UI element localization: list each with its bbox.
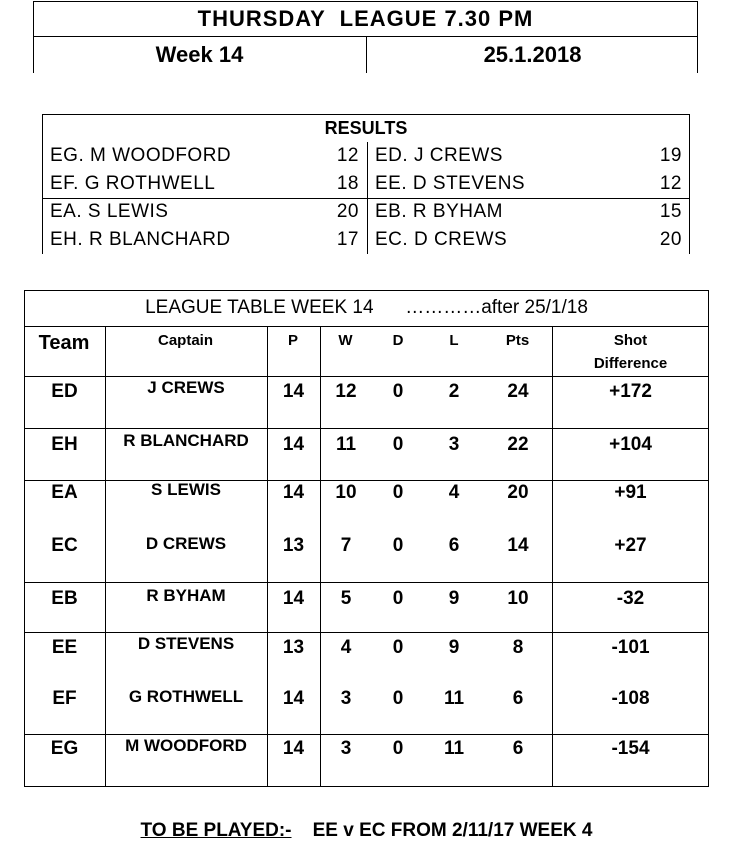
result-away-team: EE. D STEVENS [375, 173, 526, 194]
cell-d: 0 [392, 588, 404, 609]
cell-diff: -154 [611, 738, 650, 759]
result-home [42, 226, 367, 254]
cell-l: 3 [448, 434, 460, 455]
cell-p: 13 [282, 637, 305, 658]
result-away-team: EC. D CREWS [375, 229, 508, 250]
result-home-score: 17 [336, 229, 359, 250]
cell-d: 0 [392, 535, 404, 556]
cell-w: 11 [335, 434, 357, 455]
cell-captain: R BYHAM [146, 586, 226, 605]
cell-captain: D STEVENS [137, 634, 235, 653]
cell-diff: +172 [609, 381, 652, 402]
result-away-team: EB. R BYHAM [375, 201, 503, 222]
results-title: RESULTS [324, 118, 408, 138]
results-box [42, 114, 690, 254]
result-home-score: 18 [336, 173, 359, 194]
cell-captain: R BLANCHARD [123, 431, 249, 450]
cell-l: 6 [448, 535, 460, 556]
col-header-captain: Captain [157, 332, 213, 349]
to-be-played-label: TO BE PLAYED:- [140, 820, 292, 841]
result-away-team: ED. J CREWS [375, 145, 503, 166]
cell-team: EE [51, 637, 78, 658]
result-away-score: 15 [659, 201, 682, 222]
cell-p: 14 [282, 588, 305, 609]
cell-p: 13 [282, 535, 305, 556]
cell-pts: 14 [507, 535, 529, 556]
cell-l: 4 [448, 482, 460, 503]
header-box [33, 1, 698, 73]
result-away-score: 12 [659, 173, 682, 194]
result-home [42, 142, 367, 170]
result-home-score: 20 [336, 201, 359, 222]
col-header-l: L [449, 332, 459, 349]
cell-d: 0 [392, 738, 404, 759]
col-header-difference: Difference [593, 355, 668, 372]
cell-w: 4 [340, 637, 352, 658]
cell-diff: +27 [614, 535, 647, 556]
cell-diff: +91 [614, 482, 647, 503]
cell-team: EG [50, 738, 79, 759]
cell-diff: -108 [611, 688, 650, 709]
cell-l: 11 [443, 738, 465, 759]
cell-d: 0 [392, 688, 404, 709]
cell-pts: 8 [512, 637, 524, 658]
cell-captain: G ROTHWELL [128, 687, 244, 706]
result-home [42, 170, 367, 198]
cell-pts: 6 [512, 738, 524, 759]
cell-d: 0 [392, 482, 404, 503]
cell-l: 9 [448, 588, 460, 609]
cell-d: 0 [392, 434, 404, 455]
cell-d: 0 [392, 637, 404, 658]
cell-p: 14 [282, 688, 305, 709]
cell-pts: 20 [507, 482, 529, 503]
week-label: Week 14 [155, 42, 244, 67]
cell-pts: 22 [507, 434, 529, 455]
league-title: THURSDAY LEAGUE 7.30 PM [197, 6, 534, 31]
result-away-score: 20 [659, 229, 682, 250]
result-away [367, 170, 690, 198]
result-home-score: 12 [336, 145, 359, 166]
cell-team: EF [52, 688, 77, 709]
col-header-w: W [338, 332, 353, 349]
cell-l: 9 [448, 637, 460, 658]
cell-pts: 6 [512, 688, 524, 709]
result-home-team: EH. R BLANCHARD [50, 229, 231, 250]
cell-diff: -101 [611, 637, 650, 658]
cell-team: EH [51, 434, 78, 455]
cell-d: 0 [392, 381, 404, 402]
result-away [367, 226, 690, 254]
cell-w: 7 [340, 535, 352, 556]
cell-team: EC [51, 535, 78, 556]
to-be-played-text: EE v EC FROM 2/11/17 WEEK 4 [291, 820, 593, 841]
cell-w: 10 [335, 482, 357, 503]
cell-diff: -32 [616, 588, 645, 609]
cell-p: 14 [282, 434, 305, 455]
cell-team: EB [51, 588, 78, 609]
cell-l: 2 [448, 381, 460, 402]
cell-w: 3 [340, 688, 352, 709]
result-home-team: EF. G ROTHWELL [50, 173, 216, 194]
cell-captain: M WOODFORD [125, 736, 247, 755]
cell-team: EA [51, 482, 78, 503]
to-be-played-note [0, 820, 733, 842]
cell-p: 14 [282, 482, 305, 503]
col-header-p: P [287, 332, 298, 349]
cell-w: 3 [340, 738, 352, 759]
cell-p: 14 [282, 738, 305, 759]
cell-team: ED [51, 381, 78, 402]
result-home [42, 198, 367, 226]
cell-captain: S LEWIS [151, 480, 221, 499]
date-label: 25.1.2018 [483, 42, 582, 67]
cell-captain: D CREWS [145, 534, 227, 553]
col-header-shot: Shot [613, 332, 648, 349]
col-header-d: D [392, 332, 404, 349]
league-table-title: LEAGUE TABLE WEEK 14 …………after 25/1/18 [145, 297, 588, 318]
cell-pts: 10 [507, 588, 529, 609]
result-home-team: EA. S LEWIS [50, 201, 169, 222]
cell-l: 11 [443, 688, 465, 709]
col-header-team: Team [38, 332, 90, 354]
cell-diff: +104 [609, 434, 652, 455]
result-away-score: 19 [659, 145, 682, 166]
cell-pts: 24 [507, 381, 529, 402]
result-away [367, 198, 690, 226]
cell-w: 12 [335, 381, 357, 402]
league-table [24, 290, 709, 787]
result-home-team: EG. M WOODFORD [50, 145, 232, 166]
cell-captain: J CREWS [147, 378, 225, 397]
cell-w: 5 [340, 588, 352, 609]
cell-p: 14 [282, 381, 305, 402]
col-header-pts: Pts [505, 332, 530, 349]
result-away [367, 142, 690, 170]
